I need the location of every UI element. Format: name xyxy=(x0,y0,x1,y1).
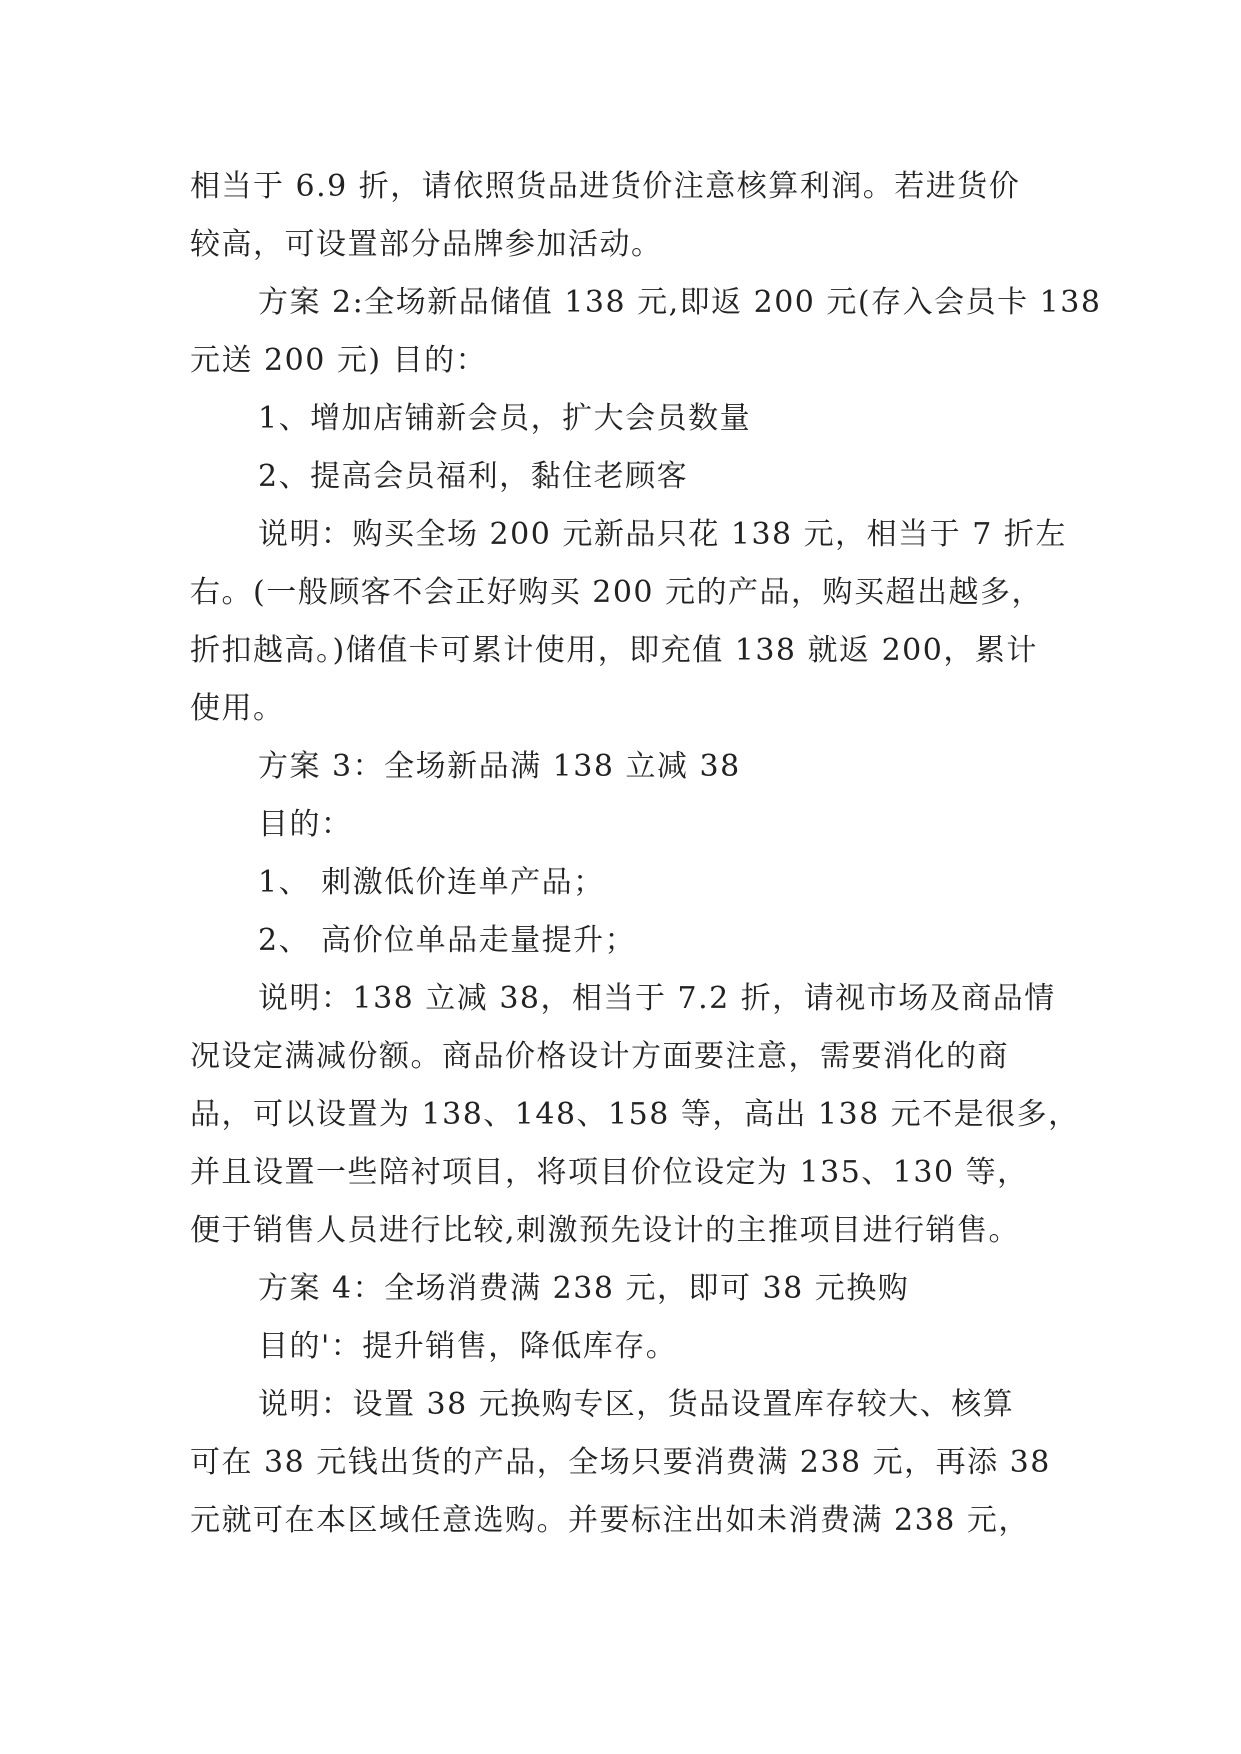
text-line: 较高，可设置部分品牌参加活动。 xyxy=(190,227,663,262)
text-line: 说明：设置 38 元换购专区，货品设置库存较大、核算 xyxy=(258,1387,1015,1422)
text-line: 说明：购买全场 200 元新品只花 138 元，相当于 7 折左 xyxy=(258,517,1067,552)
text-line: 元就可在本区域任意选购。并要标注出如未消费满 238 元， xyxy=(190,1503,1030,1538)
text-line: 品，可以设置为 138、148、158 等，高出 138 元不是很多， xyxy=(190,1097,1080,1132)
text-line: 相当于 6.9 折，请依照货品进货价注意核算利润。若进货价 xyxy=(190,169,1021,204)
text-line: 方案 3：全场新品满 138 立减 38 xyxy=(258,749,741,784)
text-line: 说明：138 立减 38，相当于 7.2 折，请视市场及商品情 xyxy=(258,981,1056,1016)
text-line: 目的'：提升销售，降低库存。 xyxy=(258,1329,678,1364)
text-line: 方案 2:全场新品储值 138 元,即返 200 元(存入会员卡 138 xyxy=(258,285,1102,320)
text-line: 右。(一般顾客不会正好购买 200 元的产品，购买超出越多， xyxy=(190,575,1044,610)
text-line: 折扣越高。)储值卡可累计使用，即充值 138 就返 200，累计 xyxy=(190,633,1038,668)
text-line: 便于销售人员进行比较,刺激预先设计的主推项目进行销售。 xyxy=(190,1213,1021,1248)
text-line: 使用。 xyxy=(190,691,285,726)
text-line: 并且设置一些陪衬项目，将项目价位设定为 135、130 等， xyxy=(190,1155,1029,1190)
text-line: 目的： xyxy=(258,807,353,842)
text-line: 可在 38 元钱出货的产品，全场只要消费满 238 元，再添 38 xyxy=(190,1445,1051,1480)
list-item: 2、提高会员福利，黏住老顾客 xyxy=(258,459,689,494)
text-line: 况设定满减份额。商品价格设计方面要注意，需要消化的商 xyxy=(190,1039,1009,1074)
text-line: 元送 200 元) 目的： xyxy=(190,343,488,378)
text-line: 方案 4：全场消费满 238 元，即可 38 元换购 xyxy=(258,1271,910,1306)
list-item: 1、 刺激低价连单产品； xyxy=(258,865,605,900)
document-body xyxy=(190,158,1102,1550)
list-item: 1、增加店铺新会员，扩大会员数量 xyxy=(258,401,752,436)
list-item: 2、 高价位单品走量提升； xyxy=(258,923,637,958)
